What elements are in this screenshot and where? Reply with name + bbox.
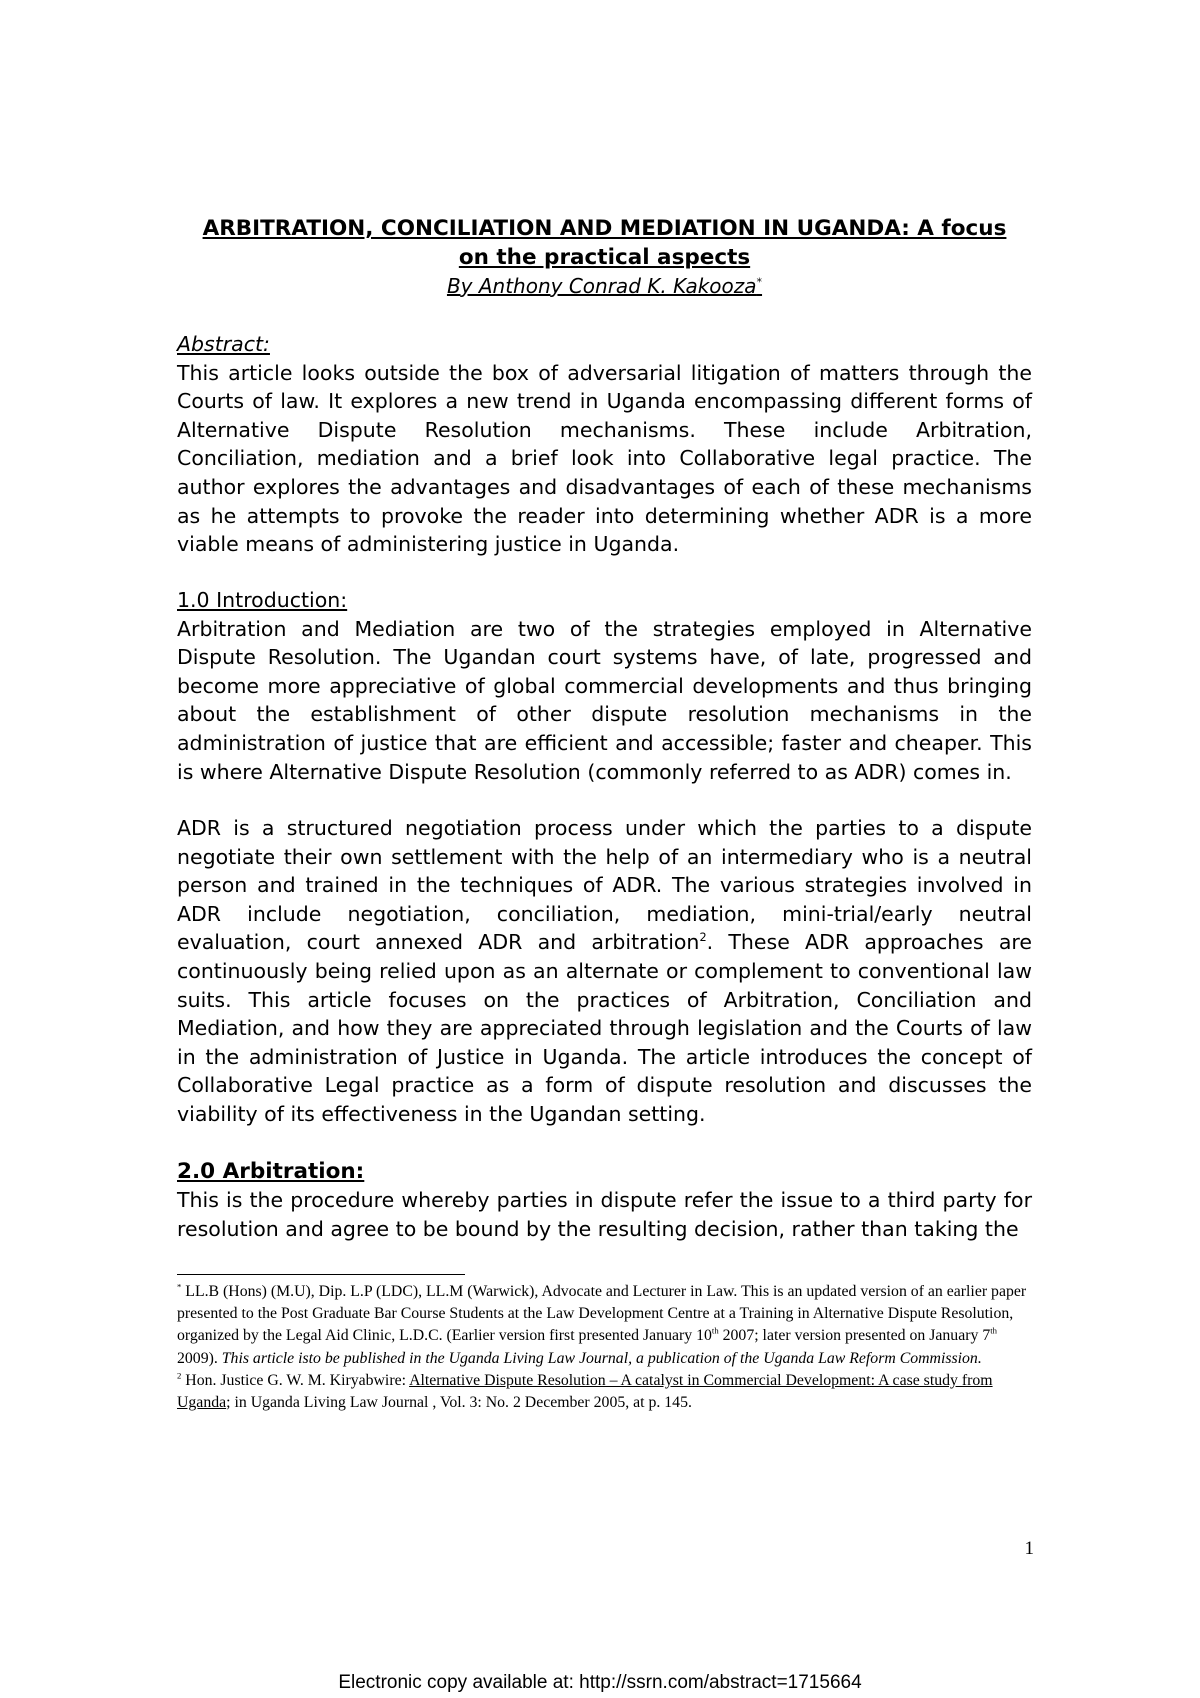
introduction-paragraph-2: [177, 814, 1032, 1129]
arbitration-section: [177, 1157, 1032, 1243]
introduction-paragraph-1: Arbitration and Mediation are two of the strategies employed in Alternative Dispute Resolution. The Ugandan court systems have, of late, progressed and become more appreciative of global commercial developments and thus bringing about the establishment of other dispute resolution mechanisms in the administration of justice that are efficient and accessible; faster and cheaper. This is where Alternative Dispute Resolution (commonly referred to as ADR) comes in.: [177, 616, 1032, 784]
introduction-heading: 1.0 Introduction:: [177, 588, 348, 612]
footnote-separator: [177, 1274, 465, 1275]
abstract-text: This article looks outside the box of adversarial litigation of matters through the Courts of law. It explores a new trend in Uganda encompassing different forms of Alternative Dispute Resolution mechanisms. These include Arbitration, Conciliation, mediation and a brief look into Collaborative legal practice. The author explores the advantages and disadvantages of each of these mechanisms as he attempts to provoke the reader into determining whether ADR is a more viable means of administering justice in Uganda.: [177, 360, 1032, 557]
footnote-ref-2: 2: [699, 931, 707, 945]
author-footnote-mark: *: [756, 275, 763, 289]
arbitration-heading: 2.0 Arbitration:: [177, 1159, 365, 1184]
title-line-1: ARBITRATION, CONCILIATION AND MEDIATION IN UGANDA: A focus: [202, 216, 1007, 241]
footnote-2-mark: 2: [177, 1370, 182, 1381]
footnote-2: $^2$ Hon. Justice G. W. M. Kiryabwire: Alternative Dispute Resolution – A catalyst in Commercial Development: A case study from Uganda; in Uganda Living Law Journal , Vol. 3: No. 2 December 2005, at p. 145.: [177, 1370, 993, 1412]
author-byline: [177, 272, 1032, 300]
abstract-section: [177, 330, 1032, 559]
author-name: By Anthony Conrad K. Kakooza: [446, 274, 757, 298]
footnote-1-mark: *: [177, 1281, 182, 1292]
page-number: 1: [1024, 1538, 1034, 1559]
footnote-1: * LL.B (Hons) (M.U), Dip. L.P (LDC), LL.M (Warwick), Advocate and Lecturer in Law. This is an updated version of an earlier paper presented to the Post Graduate Bar Course Students at the Law Development Centre at a Training in Alternative Dispute Resolution, organized by the Legal Aid Clinic, L.D.C. (Earlier version first presented January 10th 2007; later version presented on January 7th 2009). This article isto be published in the Uganda Living Law Journal, a publication of the Uganda Law Reform Commission.: [177, 1281, 1027, 1367]
abstract-heading: Abstract:: [177, 332, 270, 356]
footnote-1-publication-note: This article isto be published in the Uganda Living Law Journal, a publication of the Uganda Law Reform Commission.: [221, 1349, 982, 1367]
ssrn-notice: Electronic copy available at: http://ssrn.com/abstract=1715664: [338, 1672, 862, 1693]
introduction-section: [177, 586, 1032, 786]
adr-paragraph-part-1: ADR is a structured negotiation process under which the parties to a dispute negotiate their own settlement with the help of an intermediary who is a neutral person and trained in the techniques of ADR. The various strategies involved in ADR include negotiation, conciliation, mediation, mini-trial/early neutral evaluation, court annexed ADR and arbitration: [177, 816, 1032, 955]
title-line-2: on the practical aspects: [458, 245, 751, 270]
adr-paragraph-part-2: . These ADR approaches are continuously being relied upon as an alternate or complement to conventional law suits. This article focuses on the practices of Arbitration, Conciliation and Mediation, and how they are appreciated through legislation and the Courts of law in the administration of Justice in Uganda. The article introduces the concept of Collaborative Legal practice as a form of dispute resolution and discusses the viability of its effectiveness in the Ugandan setting.: [177, 930, 1032, 1126]
footnote-2-cited-title: Alternative Dispute Resolution – A catalyst in Commercial Development: A case study from Uganda: [177, 1371, 993, 1412]
arbitration-text: This is the procedure whereby parties in dispute refer the issue to a third party for resolution and agree to be bound by the resulting decision, rather than taking the: [177, 1188, 1032, 1241]
footnotes: [177, 1281, 1027, 1414]
article-title: [177, 214, 1032, 300]
